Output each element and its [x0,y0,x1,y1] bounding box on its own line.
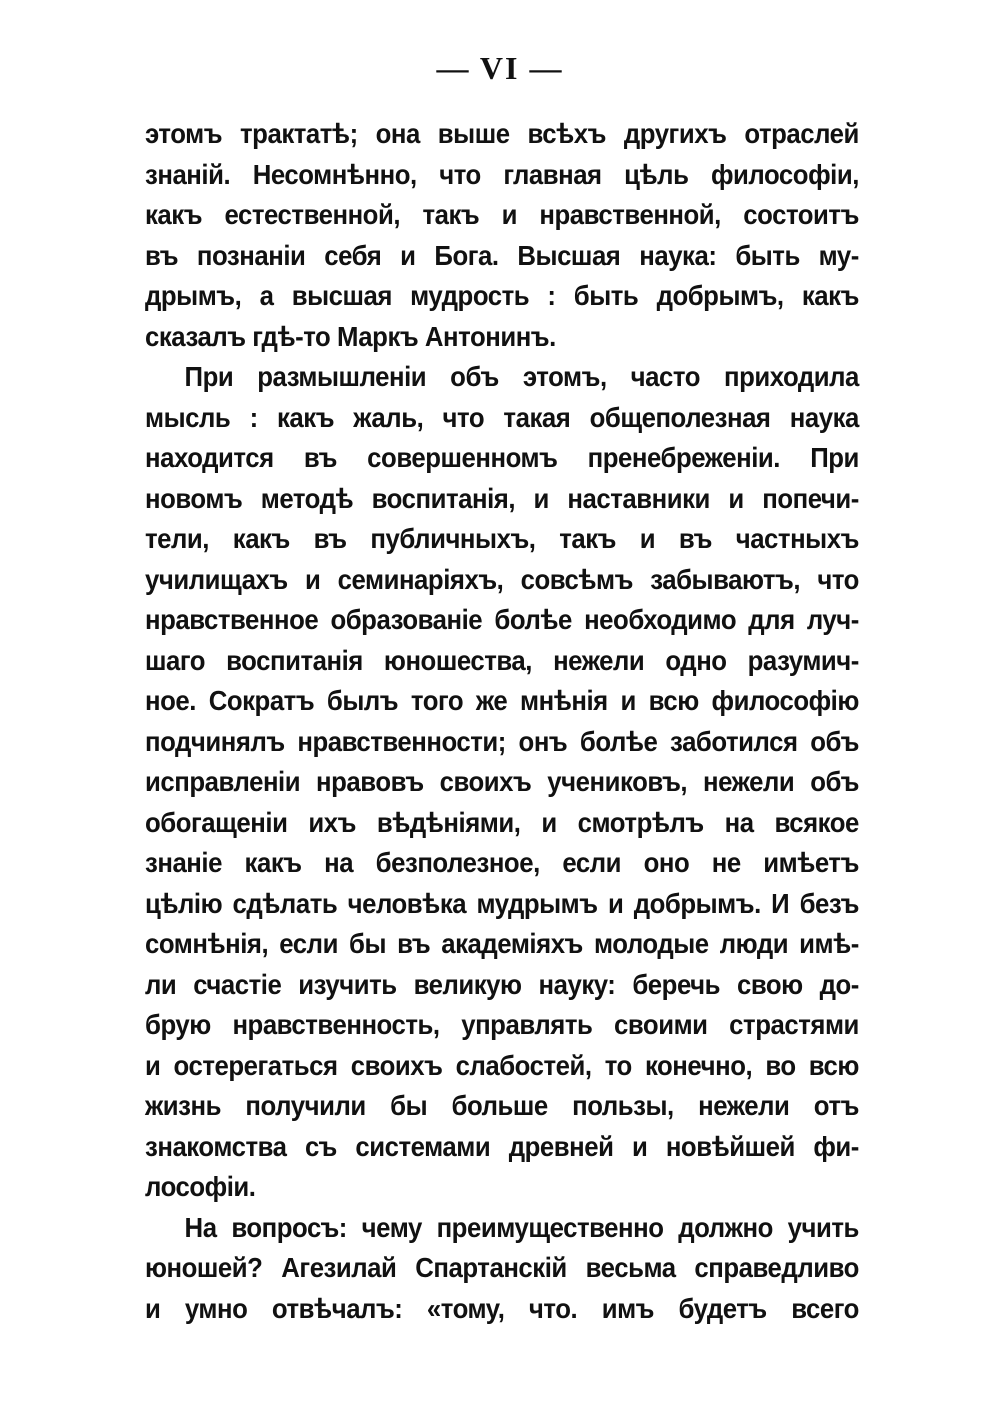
text-line: знаніе какъ на безполезное, если оно не имѣетъ [145,847,859,878]
text-line: ли счастіе изучить великую науку: беречь свою до- [145,968,859,1000]
text-line: дрымъ, а высшая мудрость : быть добрымъ, какъ [145,280,859,311]
text-line: жизнь получили бы больше пользы, нежели отъ [145,1090,859,1121]
text-line: лософіи. [145,1171,256,1202]
paragraph-2 [145,357,859,1208]
text-line: новомъ методѣ воспитанія, и наставники и попечи- [145,482,859,514]
text-line: На вопросъ: чему преимущественно должно учить [184,1211,859,1243]
text-line: и умно отвѣчалъ: «тому, что. имъ будетъ всего [145,1292,859,1324]
text-line: находится въ совершенномъ пренебреженіи. При [145,442,859,473]
text-line: обогащеніи ихъ вѣдѣніями, и смотрѣлъ на всякое [145,806,859,838]
text-line: При размышленіи объ этомъ, часто приходила [184,361,859,392]
text-line: училищахъ и семинаріяхъ, совсѣмъ забываютъ, что [145,563,859,595]
text-line: какъ естественной, такъ и нравственной, состоитъ [145,199,859,230]
text-line: мысль : какъ жаль, что такая общеполезная наука [145,401,859,433]
text-line: сомнѣнія, если бы въ академіяхъ молодые люди имѣ- [145,928,859,959]
text-line: знаній. Несомнѣнно, что главная цѣль философіи, [145,158,859,190]
paragraph-1 [145,114,859,357]
body-text [145,114,859,1329]
text-line: ное. Сократъ былъ того же мнѣнія и всю философію [145,685,859,716]
text-line: брую нравственность, управлять своими страстями [145,1009,859,1040]
text-line: этомъ трактатѣ; она выше всѣхъ другихъ отраслей [145,118,859,149]
text-line: знакомства съ системами древней и новѣйшей фи- [145,1130,859,1162]
text-line: шаго воспитанія юношества, нежели одно разумич- [145,644,859,676]
text-line: въ познаніи себя и Бога. Высшая наука: быть му- [145,239,859,271]
text-line: нравственное образованіе болѣе необходимо для луч- [145,604,859,635]
page-number: — VI — [436,50,564,86]
paragraph-3 [145,1208,859,1330]
text-line: сказалъ гдѣ-то Маркъ Антонинъ. [145,320,556,352]
text-line: тели, какъ въ публичныхъ, такъ и въ частныхъ [145,523,859,554]
text-line: цѣлію сдѣлать человѣка мудрымъ и добрымъ. И безъ [145,887,859,919]
text-line: юношей? Агезилай Спартанскій весьма справедливо [145,1252,859,1283]
text-line: подчинялъ нравственности; онъ болѣе заботился объ [145,725,859,757]
text-line: исправленіи нравовъ своихъ учениковъ, нежели объ [145,766,859,797]
text-line: и остерегаться своихъ слабостей, то конечно, во всю [145,1049,859,1081]
